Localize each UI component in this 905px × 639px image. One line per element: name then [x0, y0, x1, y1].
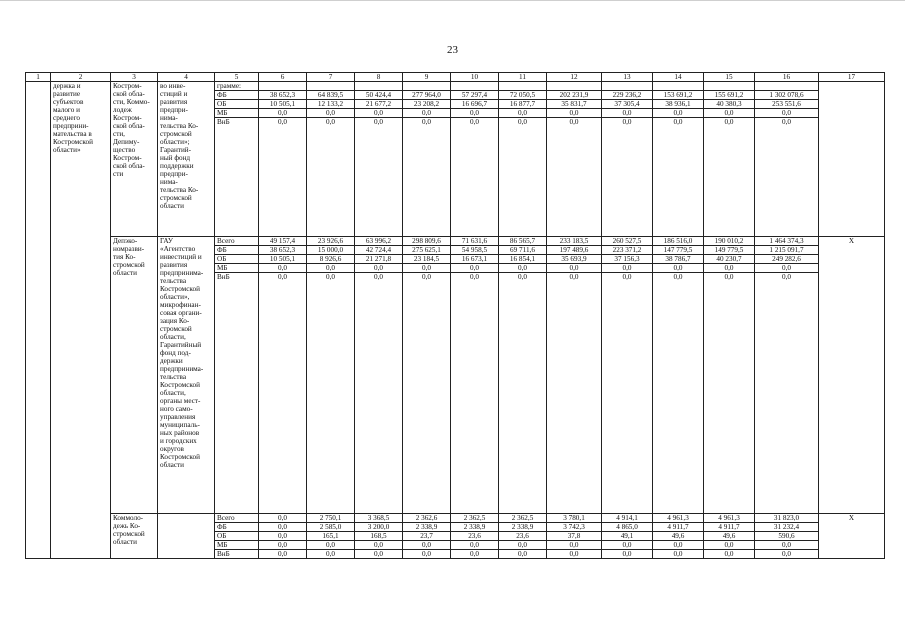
value-cell: 86 565,7: [499, 237, 547, 246]
value-cell: 37,8: [547, 532, 602, 541]
value-cell: 23 184,5: [403, 255, 451, 264]
value-cell: 0,0: [451, 273, 499, 514]
value-cell: 0,0: [451, 109, 499, 118]
source-label: ФБ: [215, 91, 259, 100]
column-number: 17: [819, 73, 885, 82]
column-number: 8: [355, 73, 403, 82]
table-row: [26, 514, 885, 523]
value-cell: 0,0: [704, 264, 755, 273]
value-cell: 3 200,0: [355, 523, 403, 532]
value-cell: 0,0: [259, 532, 307, 541]
value-cell: 0,0: [307, 273, 355, 514]
value-cell: 0,0: [704, 273, 755, 514]
source-label: ОБ: [215, 532, 259, 541]
participant-cell: ГАУ «Агентство инвестиций и развития предпринима- тельства Костромской области», микрофинан- совая органи- зация Ко- стромской области, Гарантийный фонд под- держки предпринима- тельства Костромской области, органы мест- ного само- управления муниципаль- ных районов и городских округов Костромской области: [158, 237, 215, 514]
column-number: 9: [403, 73, 451, 82]
value-cell: 49 157,4: [259, 237, 307, 246]
value-cell: 23,6: [451, 532, 499, 541]
value-cell: 1 215 091,7: [755, 246, 819, 255]
value-cell: 0,0: [403, 109, 451, 118]
value-cell: 2 750,1: [307, 514, 355, 523]
value-cell: 50 424,4: [355, 91, 403, 100]
value-cell: 202 231,9: [547, 91, 602, 100]
value-cell: 0,0: [499, 118, 547, 237]
value-cell: 0,0: [451, 118, 499, 237]
value-cell: 229 236,2: [602, 91, 653, 100]
source-label: ВнБ: [215, 273, 259, 514]
source-label: МБ: [215, 264, 259, 273]
value-cell: 4 914,1: [602, 514, 653, 523]
value-cell: 0,0: [499, 550, 547, 559]
value-cell: 38 652,3: [259, 91, 307, 100]
value-cell: 0,0: [704, 109, 755, 118]
value-cell: 0,0: [653, 118, 704, 237]
value-cell: 277 964,0: [403, 91, 451, 100]
column-number: 13: [602, 73, 653, 82]
source-label: ФБ: [215, 246, 259, 255]
value-cell: 69 711,6: [499, 246, 547, 255]
value-cell: 0,0: [355, 264, 403, 273]
column-number: 10: [451, 73, 499, 82]
executor-cell: Депэко- номразви- тия Ко- стромской области: [111, 237, 158, 514]
value-cell: 4 961,3: [653, 514, 704, 523]
value-cell: 16 854,1: [499, 255, 547, 264]
page-top-rule: [0, 0, 905, 1]
value-cell: 0,0: [259, 109, 307, 118]
value-cell: 0,0: [547, 264, 602, 273]
value-cell: 0,0: [403, 550, 451, 559]
value-cell: 23,6: [499, 532, 547, 541]
value-cell: 12 133,2: [307, 100, 355, 109]
program-name-cell: держка и развитие субъектов малого и среднего предприни- мательства в Костромской области»: [51, 82, 111, 559]
col17-cell: X: [819, 514, 885, 559]
column-number-row: [26, 73, 885, 82]
value-cell: 0,0: [355, 541, 403, 550]
source-label: Всего: [215, 237, 259, 246]
value-cell: 4 911,7: [653, 523, 704, 532]
value-cell: 0,0: [499, 273, 547, 514]
column-number: 3: [111, 73, 158, 82]
value-cell: 0,0: [307, 118, 355, 237]
value-cell: 38 652,3: [259, 246, 307, 255]
source-label: ФБ: [215, 523, 259, 532]
value-cell: 0,0: [307, 109, 355, 118]
value-cell: 21 677,2: [355, 100, 403, 109]
value-cell: 0,0: [602, 550, 653, 559]
source-label: Всего: [215, 514, 259, 523]
value-cell: 1 464 374,3: [755, 237, 819, 246]
value-cell: 0,0: [451, 541, 499, 550]
source-label: грамме:: [215, 82, 259, 91]
column-number: 2: [51, 73, 111, 82]
value-cell: 35 831,7: [547, 100, 602, 109]
value-cell: 0,0: [259, 523, 307, 532]
value-cell: 10 505,1: [259, 100, 307, 109]
value-cell: 15 000,0: [307, 246, 355, 255]
value-cell: 1 302 078,6: [755, 91, 819, 100]
value-cell: 2 585,0: [307, 523, 355, 532]
value-cell: 0,0: [547, 550, 602, 559]
value-cell: 31 232,4: [755, 523, 819, 532]
value-cell: 3 368,5: [355, 514, 403, 523]
value-cell: 0,0: [602, 273, 653, 514]
value-cell: 37 156,3: [602, 255, 653, 264]
value-cell: 54 958,5: [451, 246, 499, 255]
value-cell: 72 050,5: [499, 91, 547, 100]
value-cell: 0,0: [704, 118, 755, 237]
value-cell: 253 551,6: [755, 100, 819, 109]
col1-cell: [26, 82, 51, 559]
value-cell: 0,0: [547, 541, 602, 550]
value-cell: 260 527,5: [602, 237, 653, 246]
value-cell: 0,0: [307, 541, 355, 550]
column-number: 4: [158, 73, 215, 82]
value-cell: 249 282,6: [755, 255, 819, 264]
value-cell: 38 786,7: [653, 255, 704, 264]
value-cell: 2 338,9: [403, 523, 451, 532]
value-cell: 0,0: [451, 264, 499, 273]
value-cell: 0,0: [259, 550, 307, 559]
value-cell: 155 691,2: [704, 91, 755, 100]
value-cell: 0,0: [403, 264, 451, 273]
source-label: ОБ: [215, 100, 259, 109]
value-cell: 0,0: [755, 264, 819, 273]
source-label: ОБ: [215, 255, 259, 264]
value-cell: 3 780,1: [547, 514, 602, 523]
value-cell: 42 724,4: [355, 246, 403, 255]
value-cell: 0,0: [602, 118, 653, 237]
col17-cell: [819, 82, 885, 237]
value-cell: 0,0: [653, 541, 704, 550]
value-cell: 0,0: [653, 109, 704, 118]
value-cell: 275 625,1: [403, 246, 451, 255]
value-cell: 2 362,6: [403, 514, 451, 523]
value-cell: 3 742,3: [547, 523, 602, 532]
value-cell: 0,0: [403, 273, 451, 514]
participant-cell: [158, 514, 215, 559]
value-cell: 186 516,0: [653, 237, 704, 246]
value-cell: 190 010,2: [704, 237, 755, 246]
column-number: 12: [547, 73, 602, 82]
value-cell: 0,0: [602, 109, 653, 118]
value-cell: 64 839,5: [307, 91, 355, 100]
value-cell: 40 380,3: [704, 100, 755, 109]
value-cell: 38 936,1: [653, 100, 704, 109]
value-cell: 4 911,7: [704, 523, 755, 532]
source-label: ВнБ: [215, 118, 259, 237]
value-cell: 0,0: [704, 541, 755, 550]
column-number: 15: [704, 73, 755, 82]
value-cell: 31 823,0: [755, 514, 819, 523]
value-cell: 0,0: [259, 514, 307, 523]
value-cell: 0,0: [403, 541, 451, 550]
value-cell: 63 996,2: [355, 237, 403, 246]
value-cell: 0,0: [755, 118, 819, 237]
value-cell: 0,0: [307, 550, 355, 559]
value-cell: 153 691,2: [653, 91, 704, 100]
value-cell: 0,0: [704, 550, 755, 559]
source-label: МБ: [215, 541, 259, 550]
value-cell: 0,0: [499, 264, 547, 273]
value-cell: 37 305,4: [602, 100, 653, 109]
value-cell: 0,0: [499, 109, 547, 118]
value-cell: 0,0: [755, 273, 819, 514]
value-cell: 16 877,7: [499, 100, 547, 109]
column-number: 11: [499, 73, 547, 82]
value-cell: 2 362,5: [451, 514, 499, 523]
value-cell: 0,0: [259, 541, 307, 550]
page-number: 23: [447, 44, 458, 56]
value-cell: 49,1: [602, 532, 653, 541]
value-cell: 233 183,5: [547, 237, 602, 246]
value-cell: 223 371,2: [602, 246, 653, 255]
value-cell: 0,0: [355, 273, 403, 514]
budget-table: [25, 72, 885, 559]
value-cell: 0,0: [355, 550, 403, 559]
column-number: 14: [653, 73, 704, 82]
value-cell: 0,0: [547, 109, 602, 118]
value-cell: 57 297,4: [451, 91, 499, 100]
value-cell: 23 208,2: [403, 100, 451, 109]
value-cell: 0,0: [547, 118, 602, 237]
participant-cell: во инве- стиций и развития предпри- нима- тельства Ко- стромской области»; Гарантий- ный фонд поддержки предпри- нима- тельства Ко- стромской области: [158, 82, 215, 237]
value-cell: 0,0: [451, 550, 499, 559]
value-cell: 0,0: [355, 109, 403, 118]
value-cell: 0,0: [755, 550, 819, 559]
value-cell: 0,0: [602, 264, 653, 273]
value-cell: 23,7: [403, 532, 451, 541]
value-cell: 0,0: [755, 109, 819, 118]
value-cell: 0,0: [653, 550, 704, 559]
executor-cell: Коммоло- дежь Ко- стромской области: [111, 514, 158, 559]
value-cell: 2 338,9: [499, 523, 547, 532]
value-cell: 0,0: [403, 118, 451, 237]
value-cell: 40 230,7: [704, 255, 755, 264]
column-number: 1: [26, 73, 51, 82]
value-cell: 590,6: [755, 532, 819, 541]
value-cell: 149 779,5: [704, 246, 755, 255]
value-cell: 4 961,3: [704, 514, 755, 523]
value-cell: 0,0: [499, 541, 547, 550]
column-number: 6: [259, 73, 307, 82]
value-cell: 0,0: [259, 264, 307, 273]
column-number: 7: [307, 73, 355, 82]
value-cell: 49,6: [704, 532, 755, 541]
value-cell: 23 926,6: [307, 237, 355, 246]
value-cell: 71 631,6: [451, 237, 499, 246]
value-cell: 4 865,0: [602, 523, 653, 532]
value-cell: 165,1: [307, 532, 355, 541]
value-cell: 2 362,5: [499, 514, 547, 523]
value-cell: 0,0: [547, 273, 602, 514]
value-cell: 168,5: [355, 532, 403, 541]
value-cell: 0,0: [307, 264, 355, 273]
value-cell: 16 673,1: [451, 255, 499, 264]
value-cell: 16 696,7: [451, 100, 499, 109]
value-cell: 0,0: [355, 118, 403, 237]
value-cell: 147 779,5: [653, 246, 704, 255]
value-cell: 49,6: [653, 532, 704, 541]
value-cell: 35 693,9: [547, 255, 602, 264]
table-row: [26, 82, 885, 91]
executor-cell: Костром- ской обла- сти, Коммо- лодеж Костром- ской обла- сти, Депиму- щество Костром- ской обла- сти: [111, 82, 158, 237]
value-cell: 0,0: [653, 264, 704, 273]
source-label: МБ: [215, 109, 259, 118]
value-cell: 8 926,6: [307, 255, 355, 264]
value-cell: 0,0: [755, 541, 819, 550]
value-cell: 10 505,1: [259, 255, 307, 264]
value-cell: 2 338,9: [451, 523, 499, 532]
col17-cell: X: [819, 237, 885, 514]
value-cell: 197 489,6: [547, 246, 602, 255]
table-row: [26, 237, 885, 246]
value-cell: 0,0: [602, 541, 653, 550]
value-cell: 0,0: [259, 118, 307, 237]
column-number: 5: [215, 73, 259, 82]
value-cell: 21 271,8: [355, 255, 403, 264]
value-cell: 298 809,6: [403, 237, 451, 246]
column-number: 16: [755, 73, 819, 82]
value-cell: 0,0: [653, 273, 704, 514]
value-cell: 0,0: [259, 273, 307, 514]
source-label: ВнБ: [215, 550, 259, 559]
